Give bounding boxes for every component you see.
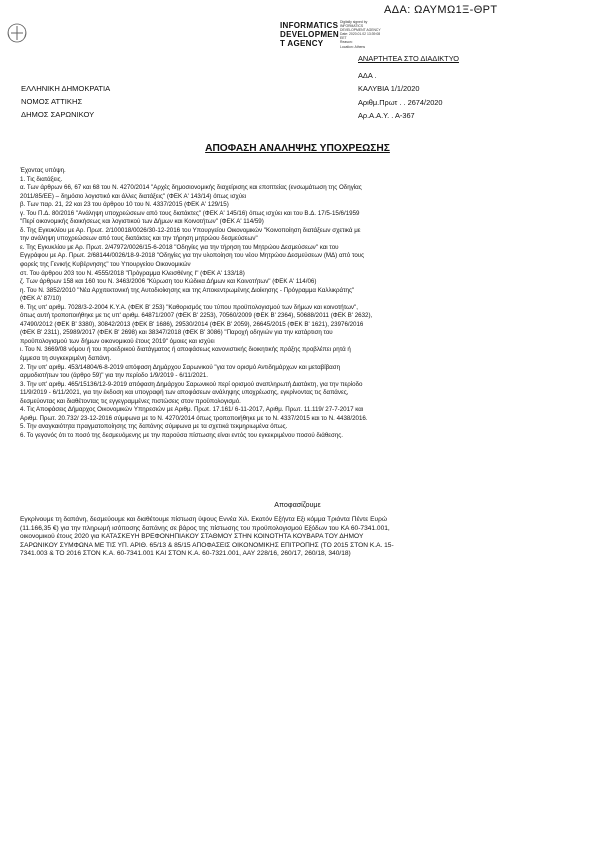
reference-line: Αριθμ.Πρωτ . . 2674/2020 bbox=[358, 97, 443, 107]
text-line: δεσμεύοντας και διαθέτοντας τις εγγεγραμμένες πιστώσεις στον προϋπολογισμό. bbox=[20, 397, 241, 405]
text-line: Αριθμ. Πρωτ. 20.732/ 23-12-2016 σύμφωνα με το Ν. 4270/2014 όπως τροποποιήθηκε με το Ν. 4337/2015 και το Ν. 4438/2016. bbox=[20, 414, 368, 422]
text-line: 5. Την αναγκαιότητα πραγματοποίησης της δαπάνης σύμφωνα με τα σχετικά τεκμηριωμένα όπως. bbox=[20, 423, 288, 431]
text-line: 47490/2012 (ΦΕΚ Β' 3380), 30842/2013 (ΦΕΚ Β' 1686), 29530/2014 (ΦΕΚ Β' 2059), 26645/2015 (ΦΕΚ Β' 1621), 23976/2016 bbox=[20, 320, 364, 328]
ada-code: ΑΔΑ: ΩΑΥΜΩ1Ξ-ΘΡΤ bbox=[384, 4, 498, 16]
reference-line: ΚΑΛΥΒΙΑ 1/1/2020 bbox=[358, 84, 420, 94]
stamp-detail-line: EET bbox=[340, 36, 347, 41]
text-line: φορείς της Γενικής Κυβέρνησης" του Υπουργείου Οικονομικών bbox=[20, 261, 191, 269]
stamp-detail-line: Reason: bbox=[340, 40, 353, 45]
reference-line: ΑΔΑ . bbox=[358, 71, 377, 80]
issuer-line: ΔΗΜΟΣ ΣΑΡΩΝΙΚΟΥ bbox=[21, 110, 95, 119]
signature-stamp-details bbox=[340, 20, 381, 49]
decision-heading: Αποφασίζουμε bbox=[274, 500, 321, 509]
text-line: (ΦΕΚ Β' 2311), 25989/2017 (ΦΕΚ Β' 2698) και 38347/2018 (ΦΕΚ Β' 3086) "Παροχή οδηγιών για την κατάρτιση του bbox=[20, 329, 333, 337]
document-title: ΑΠΟΦΑΣΗ ΑΝΑΛΗΨΗΣ ΥΠΟΧΡΕΩΣΗΣ bbox=[205, 143, 390, 154]
reference-line: Αρ.Α.Α.Υ. . Α-367 bbox=[358, 110, 415, 120]
text-line: οικονομικού έτους 2020 για ΚΑΤΑΣΚΕΥΗ ΒΡΕΦΟΝΗΠΙΑΚΟΥ ΣΤΑΘΜΟΥ ΣΤΗΝ ΚΟΙΝΟΤΗΤΑ ΚΟΥΒΑΡΑ ΤΟΥ ΔΗΜΟΥ bbox=[20, 533, 364, 541]
signature-stamp-title bbox=[280, 21, 339, 48]
text-line: ε. Της Εγκυκλίου με Αρ. Πρωτ. 2/47972/0026/15-6-2018 "Οδηγίες για την τήρηση του Μητρώου Δεσμεύσεων" και του bbox=[20, 243, 339, 251]
text-line: την ανάληψη υποχρεώσεων από τους διατάκτες και την τήρηση μητρώου δεσμεύσεων" bbox=[20, 235, 258, 243]
text-line: 6. Το γεγονός ότι το ποσό της δεσμευόμενης με την παρούσα πίστωσης είναι εντός του εγκεκριμένου ποσού διάθεσης. bbox=[20, 431, 343, 439]
text-line: 7341.003 & ΤΟ 2016 ΣΤΟΝ Κ.Α. 60-7341.001 ΚΑΙ ΣΤΟΝ Κ.Α. 60-7321.001, ΑΑΥ 228/16, 260/17, 260/18, 340/18) bbox=[20, 550, 351, 558]
publish-online-note: ΑΝΑΡΤΗΤΕΑ ΣΤΟ ΔΙΑΔΙΚΤΥΟ bbox=[358, 54, 459, 63]
text-line: ΣΑΡΩΝΙΚΟΥ ΣΥΜΦΩΝΑ ΜΕ ΤΙΣ ΥΠ. ΑΡΙΘ. 65/13 & 85/15 ΑΠΟΦΑΣΕΙΣ ΟΙΚΟΝΟΜΙΚΗΣ ΕΠΙΤΡΟΠΗΣ (ΤΟ 2015 ΣΤΟΝ Κ.Α. 15- bbox=[20, 541, 394, 549]
text-line: "Περί οικονομικής διοικήσεως και λογιστικού των Δήμων και Κοινοτήτων" (ΦΕΚ Α' 114/59) bbox=[20, 218, 264, 226]
stamp-line: T AGENCY bbox=[280, 39, 324, 48]
decision-text bbox=[20, 516, 585, 559]
stamp-detail-line: DEVELOPMENT AGENCY bbox=[340, 28, 381, 33]
text-line: η. Του Ν. 3852/2010 "Νέα Αρχιτεκτονική της Αυτοδιοίκησης και της Αποκεντρωμένης Διοίκησης - Πρόγραμμα Καλλικράτης" bbox=[20, 286, 355, 294]
text-line: στ. Του άρθρου 203 του Ν. 4555/2018 "Πρόγραμμα Κλεισθένης Ι" (ΦΕΚ Α' 133/18) bbox=[20, 269, 245, 277]
text-line: ι. Του Ν. 3669/08 νόμου ή του προεδρικού διατάγματος ή αποφάσεως κανονιστικής διοικητικής πράξης προβλέπει ρητά ή bbox=[20, 346, 351, 354]
issuer-header bbox=[21, 82, 110, 121]
text-line: Εγκρίνουμε τη δαπάνη, δεσμεύουμε και διαθέτουμε πίστωση ύψους Εννέα Χιλ. Εκατόν Εξήντα Εξι κόμμα Τριάντα Πέντε Ευρώ bbox=[20, 516, 387, 523]
text-line: γ. Του Π.Δ. 80/2016 "Ανάληψη υποχρεώσεων από τους διατάκτες" (ΦΕΚ Α' 145/16) όπως ισχύει και του Β.Δ. 17/5-15/6/1959 bbox=[20, 209, 360, 217]
text-line: 2011/85/ΕΕ) – δημόσιο λογιστικό και άλλες διατάξεις" (ΦΕΚ Α' 143/14) όπως ισχύει bbox=[20, 192, 247, 200]
issuer-line: ΕΛΛΗΝΙΚΗ ΔΗΜΟΚΡΑΤΙΑ bbox=[21, 84, 111, 93]
greek-republic-emblem-icon bbox=[6, 20, 28, 46]
stamp-detail-line: Digitally signed by bbox=[340, 20, 368, 24]
text-line: α. Των άρθρων 66, 67 και 68 του Ν. 4270/2014 "Αρχές δημοσιονομικής διαχείρισης και εποπτείας (ενσωμάτωση της Οδηγίας bbox=[20, 184, 362, 192]
text-line: έμμεσα τη συγκεκριμένη δαπάνη. bbox=[20, 355, 112, 363]
stamp-detail-line: Date: 2020.01.02 13:39:08 bbox=[340, 32, 381, 37]
text-line: 11/9/2019 - 6/11/2021, για την έκδοση και υπογραφή των αποφάσεων ανάληψης υποχρέωσης, εγκρίνοντας τις δαπάνες, bbox=[20, 389, 349, 397]
text-line: 4. Τις Αποφάσεις Δήμαρχος Οικονομικών Υπηρεσιών με Αριθμ. Πρωτ. 17.161/ 6-11-2017, Αριθμ. Πρωτ. 11.119/ 27-7-2017 και bbox=[20, 406, 364, 414]
stamp-line: INFORMATICS bbox=[280, 21, 339, 30]
stamp-detail-line: Location: Athens bbox=[340, 44, 366, 49]
issuer-line: ΝΟΜΟΣ ΑΤΤΙΚΗΣ bbox=[21, 97, 83, 106]
text-line: όπως αυτή τροποποιήθηκε με τις υπ' αριθμ. 64871/2007 (ΦΕΚ Β' 2253), 70560/2009 (ΦΕΚ Β' 2364), 50688/2011 (ΦΕΚ Β' 2632), bbox=[20, 312, 373, 320]
text-line: θ. Της υπ' αριθμ. 7028/3-2-2004 Κ.Υ.Α. (ΦΕΚ Β' 253) "Καθορισμός του τύπου προϋπολογισμού των δήμων και κοινοτήτων", bbox=[20, 303, 358, 311]
stamp-line: DEVELOPMEN bbox=[280, 30, 340, 39]
text-line: 2. Την υπ' αριθμ. 453/14804/6-8-2019 απόφαση Δημάρχου Σαρωνικού "για τον ορισμό Αντιδημάρχων και μεταβίβαση bbox=[20, 363, 341, 371]
text-line: (ΦΕΚ Α' 87/10) bbox=[20, 295, 62, 303]
legal-basis-text bbox=[20, 167, 580, 441]
text-line: Έχοντας υπόψη. bbox=[20, 167, 66, 174]
text-line: προϋπολογισμού των δήμων οικονομικού έτους 2019" όμοιες και ισχύει bbox=[20, 337, 215, 345]
text-line: δ. Της Εγκυκλίου με Αρ. Πρωτ. 2/100018/0026/30-12-2016 του Υπουργείου Οικονομικών "Κοινοποίηση διατάξεων σχετικά με bbox=[20, 226, 361, 234]
stamp-detail-line: INFORMATICS bbox=[340, 24, 364, 29]
text-line: β. Των παρ. 21, 22 και 23 του άρθρου 10 του Ν. 4337/2015 (ΦΕΚ Α' 129/15) bbox=[20, 201, 229, 209]
text-line: 1. Τις διατάξεις. bbox=[20, 175, 63, 183]
text-line: ζ. Των άρθρων 158 και 160 του Ν. 3463/2006 "Κύρωση του Κώδικα Δήμων και Κοινοτήτων" (ΦΕΚ Α' 114/06) bbox=[20, 278, 317, 286]
text-line: αρμοδιοτήτων του (άρθρο 59)" για την περίοδο 1/9/2019 - 6/11/2021. bbox=[20, 372, 208, 380]
text-line: 3. Την υπ' αριθμ. 465/15136/12-9-2019 απόφαση Δημάρχου Σαρωνικού περί ορισμού αναπληρωτή Διατάκτη, για την περίοδο bbox=[20, 380, 363, 388]
reference-header bbox=[358, 69, 443, 122]
text-line: (11.166,35 €) για την πληρωμή ισόποσης δαπάνης σε βάρος της πίστωσης του προϋπολογισμού Εξόδων του ΚΑ 60-7341.001, bbox=[20, 524, 390, 532]
text-line: Εγγράφου με Αρ. Πρωτ. 2/68144/0026/18-9-2018 "Οδηγίες για την υλοποίηση του νέου Μητρώου Δεσμεύσεων (ΜΔ) από τους bbox=[20, 252, 365, 260]
